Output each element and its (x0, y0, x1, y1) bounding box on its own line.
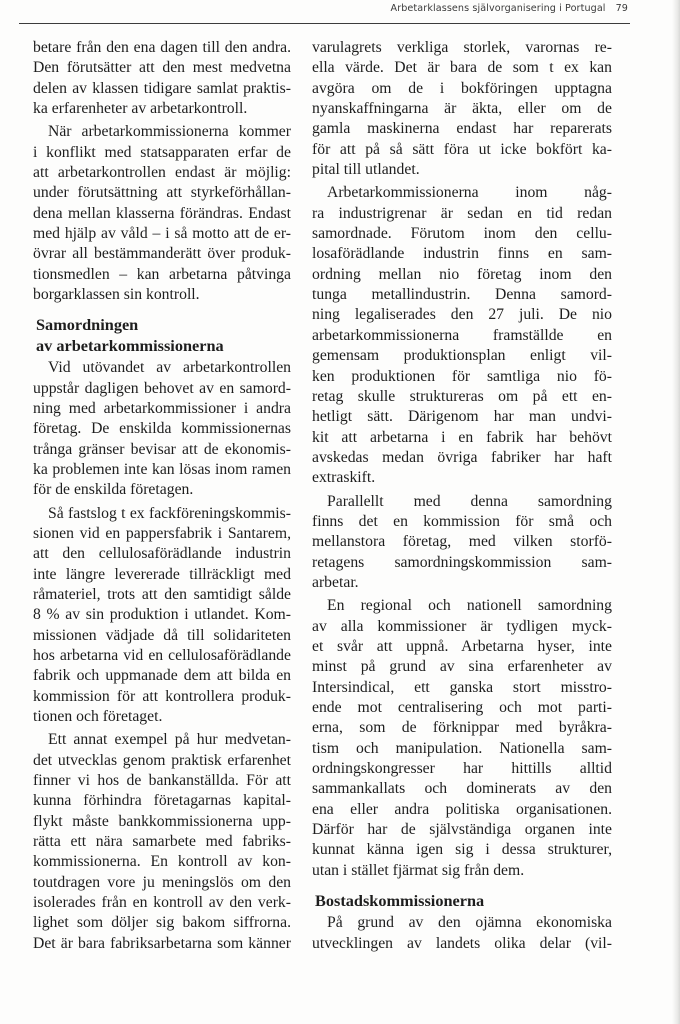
text-line: ena eller andra politiska organisationen. (312, 800, 612, 818)
text-line: hetligt sätt. Därigenom har man undvi- (312, 408, 612, 426)
right-text-column (312, 38, 612, 954)
text-line: flykt måste bankkommissionerna upp- (33, 812, 291, 830)
text-line: Därför har de självständiga organen inte (312, 821, 612, 839)
paragraph (312, 596, 612, 881)
text-line: retagens samordningskommission sam- (312, 553, 612, 571)
header-rule (19, 23, 630, 24)
text-line: mellanstora företag, med vilken storfö- (312, 533, 612, 551)
text-line: En regional och nationell samordning (327, 597, 612, 615)
text-line: rätta ett nära samarbete med fabriks- (33, 833, 291, 851)
text-line: Arbetarkommissionerna inom någ- (327, 184, 612, 202)
text-line: ella värde. Det är bara de som t ex kan (312, 59, 612, 77)
text-line: isolerades från en kontroll av den verk- (33, 894, 291, 912)
text-line: uppstår dagligen behovet av en samord- (33, 379, 291, 397)
text-line: kommission för att kontrollera produk- (33, 687, 291, 705)
text-line: minst på grund av sina erfarenheter av (312, 658, 612, 676)
text-line: gemensam produktionsplan enligt vil- (312, 347, 612, 365)
text-line: avskedas medan övriga fabriker har haft (312, 448, 612, 466)
paragraph (312, 492, 612, 594)
running-title: Arbetarklassens självorganisering i Portugal (390, 3, 606, 14)
text-line: tism och manipulation. Nationella sam- (312, 739, 612, 757)
text-line: samordnade. Förutom inom den cellu- (312, 225, 612, 243)
text-line: utvecklingen av landets olika delar (vil- (312, 934, 612, 952)
text-line: kommissionerna. En kontroll av kon- (33, 853, 291, 871)
text-line: varulagrets verkliga storlek, varornas re- (312, 39, 612, 56)
text-line: tionsmedlen – kan arbetarna påtvinga (33, 265, 291, 283)
text-line: övrar all bestämmanderätt över produk- (33, 245, 291, 263)
text-line: i konflikt med statsapparaten erfar de (33, 143, 291, 161)
left-text-column (33, 38, 291, 954)
paragraph (33, 122, 291, 305)
text-line: borgarklassen sin kontroll. (33, 286, 200, 304)
text-line: arbetar. (312, 573, 359, 591)
section-heading: Bostadskommissionerna (315, 891, 485, 911)
text-line: pital till utlandet. (312, 161, 420, 179)
text-line: På grund av den ojämna ekonomiska (327, 914, 612, 932)
section-heading: av arbetarkommissionerna (36, 335, 224, 355)
text-line: inte längre levererade tillräckligt med (33, 565, 291, 583)
text-line: för de enskilda företagen. (33, 481, 194, 499)
text-line: kunnat känna igen sig i dessa strukturer, (312, 841, 612, 859)
text-line: arbetarkommissionerna framställde en (312, 326, 612, 344)
spacer (33, 305, 291, 315)
text-line: råmateriel, trots att den samtidigt sålde (33, 585, 291, 603)
text-line: ning med arbetarkommissioner i andra (33, 399, 291, 417)
text-line: Parallellt med denna samordning (327, 492, 612, 510)
text-line: missionen vädjade då till solidariteten (33, 626, 291, 644)
paragraph (33, 358, 291, 500)
text-line: Det är bara fabriksarbetarna som känner (33, 934, 291, 952)
text-line: Så fastslog t ex fackföreningskommis- (48, 504, 291, 522)
paragraph (312, 183, 612, 488)
paragraph (33, 504, 291, 728)
text-line: et svår att uppnå. Arbetarna hyser, inte (312, 637, 612, 655)
text-line: extraskift. (312, 469, 376, 487)
page-number: 79 (615, 3, 628, 14)
spacer (312, 881, 612, 891)
text-line: av alla kommissioner är tydligen myck- (312, 617, 612, 635)
text-line: trånga gränser bevisar att de ekonomis- (33, 440, 291, 458)
text-line: När arbetarkommissionerna kommer (48, 123, 291, 141)
text-line: avgöra om de i bokföringen upptagna (312, 79, 612, 97)
text-line: Den förutsätter att den mest medvetna (33, 59, 291, 77)
text-line: med hjälp av våld – i så motto att de er- (33, 225, 291, 243)
text-line: hos arbetarna vid en cellulosaförädlande (33, 646, 291, 664)
text-line: tionen och företaget. (33, 708, 163, 725)
text-line: för att på så sätt föra ut icke bokfört ka- (312, 140, 612, 158)
paragraph (33, 38, 291, 119)
text-line: losaförädlande industrin finns en sam- (312, 245, 612, 263)
text-line: ning legaliserades den 27 juli. De nio (312, 306, 612, 324)
text-line: toutdragen vore ju meningslös om den (33, 873, 291, 891)
text-line: retag skulle struktureras om på ett en- (312, 387, 612, 405)
paragraph (312, 38, 612, 180)
running-header (0, 3, 628, 14)
text-line: företag. De enskilda kommissionernas (33, 420, 291, 438)
text-line: under förutsättning att styrkeförhållan- (33, 184, 291, 202)
text-line: lighet som döljer sig bakom siffrorna. (33, 914, 291, 932)
text-line: ende mot centralisering och mot parti- (312, 699, 612, 716)
text-line: kit att arbetarna i en fabrik har behövt (312, 428, 612, 446)
text-line: delen av klassen tidigare samlat praktis- (33, 79, 291, 97)
text-line: Intersindical, ett ganska stort misstro- (312, 678, 612, 696)
text-line: att den cellulosaförädlande industrin (33, 545, 291, 563)
text-line: ka problemen inte kan lösas inom ramen (33, 460, 291, 478)
text-line: ra industrigrenar är sedan en tid redan (312, 204, 612, 222)
text-line: utan i stället fjärmat sig från dem. (312, 861, 525, 879)
text-line: betare från den ena dagen till den andra. (33, 39, 291, 56)
text-line: sammankallats och dominerats av den (312, 780, 612, 798)
text-line: Vid utövandet av arbetarkontrollen (48, 359, 291, 377)
text-line: att arbetarkontrollen endast är möjlig: (33, 164, 291, 182)
text-line: ken produktionen för samtliga nio fö- (312, 367, 612, 385)
page-edge-shadow (672, 0, 680, 1024)
text-line: finner vi hos de bankanställda. För att (33, 772, 291, 790)
text-line: gamla maskinerna endast har reparerats (312, 120, 612, 138)
text-line: det utvecklas genom praktisk erfarenhet (33, 751, 291, 769)
text-line: tunga metallindustrin. Denna samord- (312, 286, 612, 304)
text-line: ordning mellan nio företag inom den (312, 265, 612, 283)
text-line: kunna förhindra företagarnas kapital- (33, 792, 291, 810)
text-line: erna, som de förknippar med byråkra- (312, 719, 612, 737)
section-heading: Samordningen (36, 315, 139, 335)
paragraph (33, 730, 291, 954)
text-line: ka erfarenheter av arbetarkontroll. (33, 100, 248, 118)
text-line: 8 % av sin produktion i utlandet. Kom- (33, 606, 291, 624)
text-line: Ett annat exempel på hur medvetan- (48, 731, 291, 749)
text-line: fabrik och uppmanade dem att bilda en (33, 667, 291, 685)
text-line: ordningskongresser har hittills alltid (312, 760, 612, 778)
text-line: sionen vid en pappersfabrik i Santarem, (33, 524, 291, 542)
paragraph (312, 913, 612, 954)
text-line: nyanskaffningarna är äkta, eller om de (312, 100, 612, 118)
text-line: dena mellan klasserna förändras. Endast (33, 204, 291, 222)
text-line: finns det en kommission för små och (312, 512, 612, 530)
